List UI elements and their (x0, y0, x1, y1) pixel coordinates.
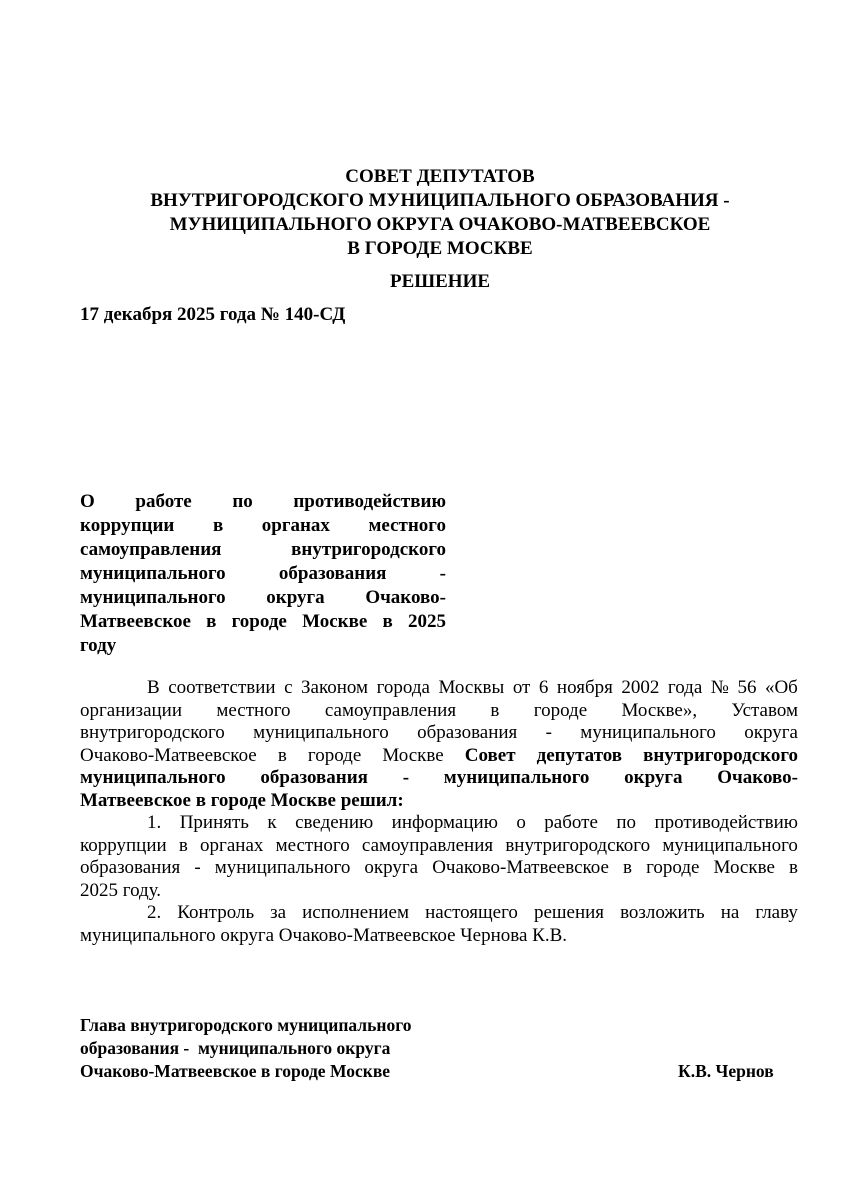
word: 6 (538, 677, 549, 698)
word: году (80, 635, 117, 656)
line-text: муниципального округа Очаково-Матвеевское Чернова К.В. (80, 924, 567, 946)
word: сведению (295, 812, 374, 833)
item-2-line (80, 925, 798, 948)
word: возложить (620, 902, 705, 923)
word: в (178, 834, 188, 856)
word: Совет (464, 744, 516, 766)
preamble-line (80, 722, 798, 745)
word: работе (544, 812, 598, 833)
word: - (545, 722, 552, 743)
word: Принять (179, 812, 249, 833)
word: Контроль (177, 902, 255, 923)
word: Уставом (731, 699, 798, 721)
word: округа (744, 722, 798, 743)
word: с (284, 677, 293, 698)
word: В (147, 677, 160, 698)
word: Москвы (438, 677, 505, 698)
word: образования (80, 857, 181, 878)
word: Москве», (621, 699, 698, 721)
word: местного (368, 515, 446, 536)
word: в (206, 611, 217, 632)
item-1-line (80, 835, 798, 858)
word: № (710, 677, 729, 698)
preamble-line (80, 677, 798, 700)
word: муниципального (443, 767, 590, 788)
word: внутригородского (80, 722, 225, 743)
word: о (516, 812, 526, 833)
subject-line (80, 586, 446, 610)
word: образования (260, 767, 368, 788)
header-line: МУНИЦИПАЛЬНОГО ОКРУГА ОЧАКОВО-МАТВЕЕВСКОЕ (169, 214, 711, 235)
word: «Об (764, 677, 798, 698)
word: внутригородского (643, 744, 798, 766)
header-line: ВНУТРИГОРОДСКОГО МУНИЦИПАЛЬНОГО ОБРАЗОВАНИЯ - (150, 190, 730, 211)
word: в (277, 744, 287, 766)
signatory-title (80, 1014, 411, 1083)
header-line: СОВЕТ ДЕПУТАТОВ (345, 166, 535, 187)
word: органах (261, 515, 330, 536)
word: на (720, 902, 740, 923)
word: по (616, 812, 637, 833)
word: от (512, 677, 531, 698)
word: местного (275, 834, 350, 856)
date-and-number: 17 декабря 2025 года № 140-СД (80, 304, 346, 325)
preamble-line (80, 745, 798, 768)
word: муниципального (253, 722, 389, 743)
word: самоуправления (80, 539, 222, 560)
decision-subject (80, 490, 446, 658)
word: Матвеевское (80, 611, 191, 632)
word: в (623, 857, 632, 878)
word: Москве (713, 857, 775, 878)
word: по (232, 491, 253, 512)
word: образования (417, 722, 518, 743)
signatory-title-line: Очаково-Матвеевское в городе Москве (80, 1061, 391, 1081)
word: исполнением (302, 902, 410, 923)
preamble-line (80, 767, 798, 790)
document-type-title: РЕШЕНИЕ (389, 271, 491, 292)
word: Очаково-Матвеевское (80, 744, 257, 766)
word: коррупции (80, 515, 175, 536)
word: решения (533, 902, 605, 923)
subject-line (80, 562, 446, 586)
word: самоуправления (324, 699, 457, 721)
word: главу (755, 902, 798, 923)
item-2-line (80, 902, 798, 925)
word: городе (533, 699, 588, 721)
word: муниципального (662, 834, 798, 856)
resolved-phrase: Матвеевское в городе Москве решил: (80, 789, 404, 811)
subject-line (80, 538, 446, 562)
subject-line (80, 490, 446, 514)
word: в (212, 515, 224, 536)
word: О (80, 491, 95, 512)
word: муниципального (580, 722, 716, 743)
signatory-title-line: образования - муниципального округа (80, 1038, 391, 1058)
word: внутригородского (505, 834, 651, 856)
word: городе (646, 857, 700, 878)
word: к (267, 812, 277, 833)
word: городе (307, 744, 362, 766)
word: муниципального (80, 563, 226, 584)
word: муниципального (80, 767, 226, 788)
word: информацию (391, 812, 498, 833)
preamble-line (80, 700, 798, 723)
word: в (490, 699, 500, 721)
word: города (376, 677, 430, 698)
word: Очаково- (717, 767, 798, 788)
signatory-name: К.В. Чернов (678, 1061, 774, 1081)
word: местного (216, 699, 291, 721)
header-line: В ГОРОДЕ МОСКВЕ (347, 238, 533, 259)
word: Очаково-Матвеевское (432, 857, 609, 878)
word: 2002 (621, 677, 660, 698)
word: работе (135, 491, 192, 512)
word: 56 (737, 677, 757, 698)
word: городе (231, 611, 287, 632)
word: 2025 (408, 611, 446, 632)
word: округа (266, 587, 325, 608)
word: коррупции (80, 834, 167, 856)
item-1-line (80, 857, 798, 880)
word: округа (624, 767, 683, 788)
word: соответствии (168, 677, 276, 698)
word: противодействию (293, 491, 446, 512)
word: Законом (301, 677, 369, 698)
word: года (667, 677, 703, 698)
item-number: 1. (147, 812, 162, 833)
word: - (194, 857, 201, 878)
signatory-title-line: Глава внутригородского муниципального (80, 1015, 412, 1035)
word: настоящего (425, 902, 518, 923)
word: ноября (556, 677, 613, 698)
word: депутатов (536, 744, 623, 766)
word: в (382, 611, 393, 632)
word: - (402, 767, 410, 788)
word: организации (80, 699, 183, 721)
word: муниципального (80, 587, 226, 608)
word: внутригородского (291, 539, 446, 560)
item-1-line (80, 880, 798, 903)
word: округа (364, 857, 419, 878)
word: органах (200, 834, 264, 856)
word: противодействию (654, 812, 798, 833)
subject-line (80, 634, 446, 658)
item-number: 2. (147, 902, 162, 923)
word: муниципального (214, 857, 351, 878)
decision-body (80, 677, 798, 947)
word: образования (278, 563, 387, 584)
word: самоуправления (361, 834, 494, 856)
word: в (788, 857, 798, 878)
word: Москве (382, 744, 444, 766)
issuer-header (80, 165, 800, 261)
subject-line (80, 610, 446, 634)
word: - (439, 563, 446, 584)
word: Москве (302, 611, 368, 632)
line-text: 2025 году. (80, 879, 162, 901)
word: Очаково- (365, 587, 446, 608)
item-1-line (80, 812, 798, 835)
preamble-line (80, 790, 798, 813)
subject-line (80, 514, 446, 538)
word: за (270, 902, 287, 923)
